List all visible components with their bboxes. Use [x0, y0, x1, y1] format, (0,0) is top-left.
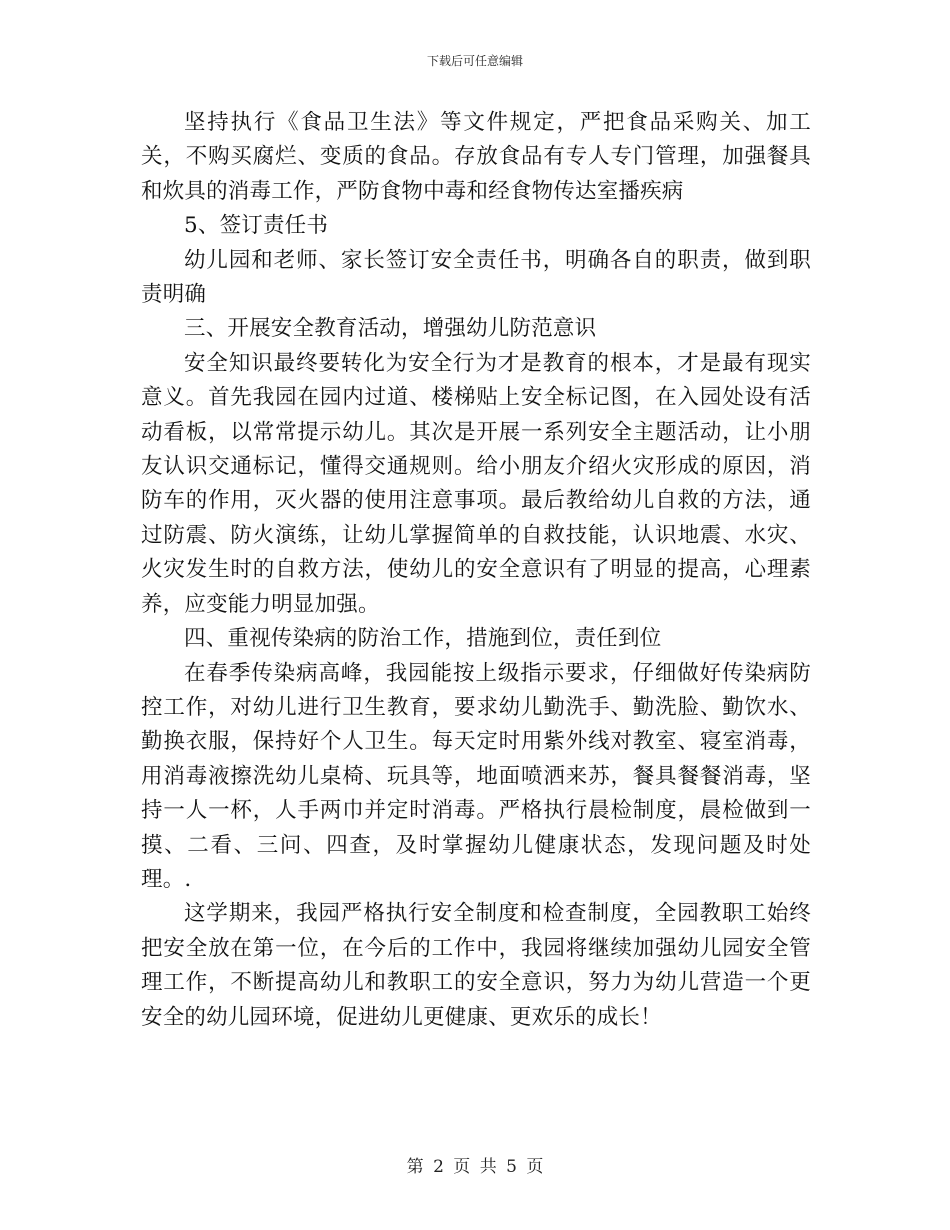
- paragraph-summary: 这学期来，我园严格执行安全制度和检查制度，全园教职工始终把安全放在第一位，在今后的工作中，我园将继续加强幼儿园安全管理工作，不断提高幼儿和教职工的安全意识，努力为幼儿营造一个更安全的幼儿园环境，促进幼儿更健康、更欢乐的成长！: [141, 901, 811, 1030]
- paragraph-disease-prevention: 在春季传染病高峰，我园能按上级指示要求，仔细做好传染病防控工作，对幼儿进行卫生教育，要求幼儿勤洗手、勤洗脸、勤饮水、勤换衣服，保持好个人卫生。每天定时用紫外线对教室、寝室消毒，用消毒液擦洗幼儿桌椅、玩具等，地面喷洒来苏，餐具餐餐消毒，坚持一人一杯，人手两巾并定时消毒。严格执行晨检制度，晨检做到一摸、二看、三问、四查，及时掌握幼儿健康状态，发现问题及时处理。.: [141, 660, 811, 892]
- paragraph-heading-responsibility: 5、签订责任书: [184, 213, 329, 239]
- section-heading-disease-prevention: 四、重视传染病的防治工作，措施到位，责任到位: [184, 626, 662, 652]
- page-header: 下载后可任意编辑: [426, 54, 523, 68]
- page-number: 第 2 页 共 5 页: [406, 1157, 544, 1177]
- paragraph-food-safety: 坚持执行《食品卫生法》等文件规定，严把食品采购关、加工关，不购买腐烂、变质的食品。存放食品有专人专门管理，加强餐具和炊具的消毒工作，严防食物中毒和经食物传达室播疾病: [141, 110, 811, 204]
- paragraph-safety-education: 安全知识最终要转化为安全行为才是教育的根本，才是最有现实意义。首先我园在园内过道、楼梯贴上安全标记图，在入园处设有活动看板，以常常提示幼儿。其次是开展一系列安全主题活动，让小朋友认识交通标记，懂得交通规则。给小朋友介绍火灾形成的原因，消防车的作用，灭火器的使用注意事项。最后教给幼儿自救的方法，通过防震、防火演练，让幼儿掌握简单的自救技能，认识地震、水灾、火灾发生时的自救方法，使幼儿的安全意识有了明显的提高，心理素养，应变能力明显加强。: [141, 350, 811, 617]
- section-heading-safety-education: 三、开展安全教育活动，增强幼儿防范意识: [184, 316, 597, 342]
- paragraph-responsibility: 幼儿园和老师、家长签订安全责任书，明确各自的职责，做到职责明确: [141, 247, 811, 308]
- document-body: [141, 106, 811, 1035]
